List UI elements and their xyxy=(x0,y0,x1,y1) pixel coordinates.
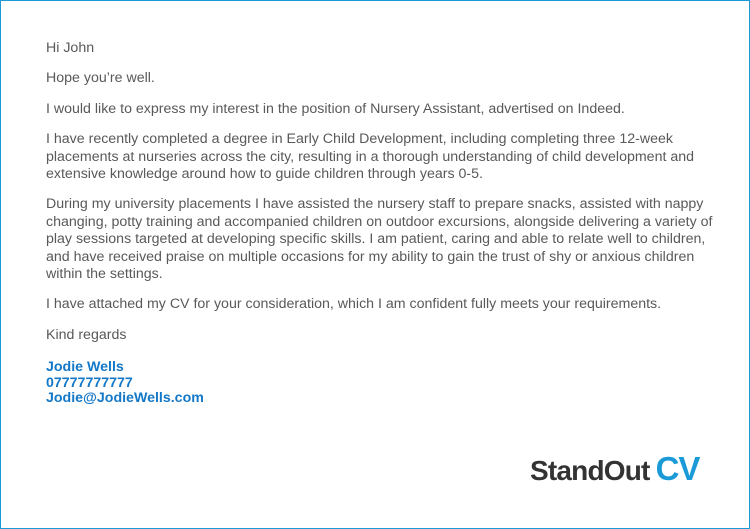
greeting: Hi John xyxy=(46,40,95,56)
logo-accent: CV xyxy=(655,450,700,487)
paragraph-attachment: I have attached my CV for your consideration, which I am confident fully meets your requirements. xyxy=(46,296,662,313)
paragraph-interest: I would like to express my interest in the position of Nursery Assistant, advertised on Indeed. xyxy=(46,100,625,117)
signature-block xyxy=(46,360,716,407)
signature-email: Jodie@JodieWells.com xyxy=(46,390,204,407)
standout-cv-logo xyxy=(530,450,699,486)
paragraph-education: I have recently completed a degree in Early Child Development, including completing three 12-week placements at nurseries across the city, resulting in a thorough understanding of child development and extensive knowledge around how to guide children through years 0-5. xyxy=(46,131,695,183)
signature-phone: 07777777777 xyxy=(46,374,133,391)
closing: Kind regards xyxy=(46,326,127,343)
signature-name: Jodie Wells xyxy=(46,359,124,376)
logo-word: StandOut xyxy=(530,455,650,486)
paragraph-experience: During my university placements I have assisted the nursery staff to prepare snacks, assisted with nappy changing, potty training and accompanied children on outdoor excursions, alongside delivering a variety of play sessions targeted at developing specific skills. I am patient, caring and able to relate well to children, and have received praise on multiple occasions for my ability to gain the trust of shy or anxious children within the settings. xyxy=(46,196,713,283)
cover-letter xyxy=(46,40,716,407)
opening-line: Hope you’re well. xyxy=(46,70,155,87)
